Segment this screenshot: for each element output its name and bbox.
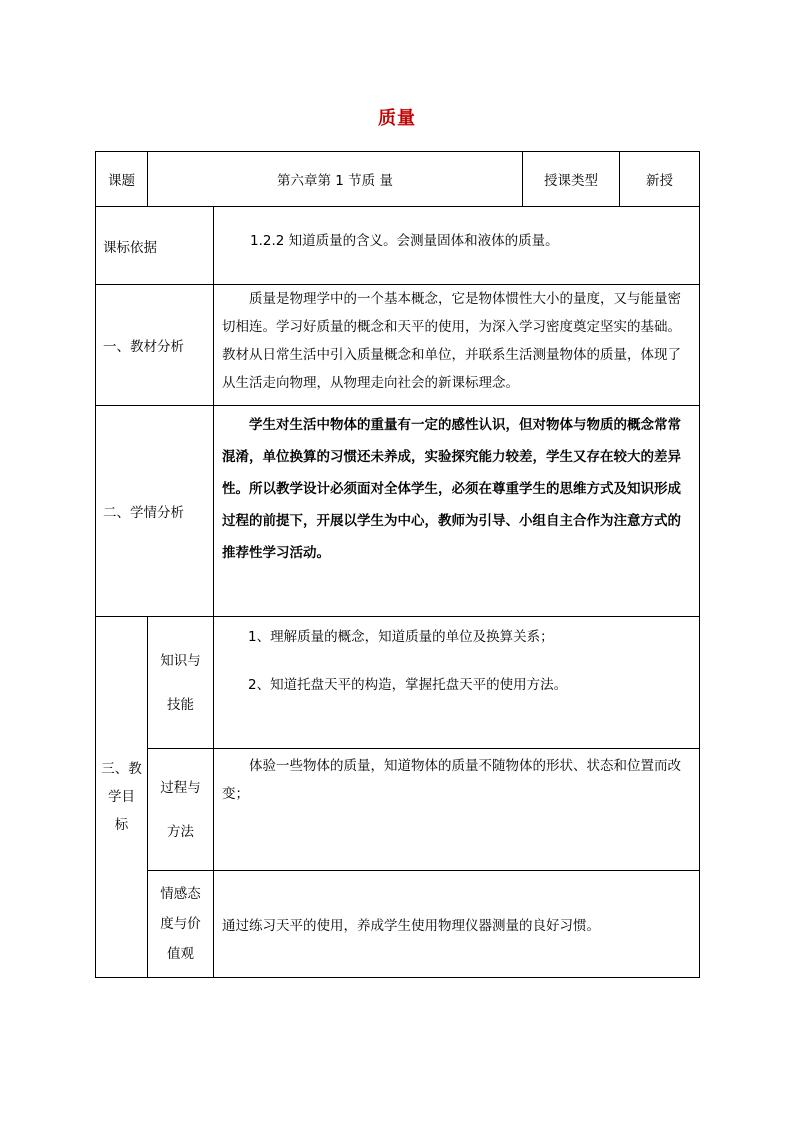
process-label-line2: 方法 [167,823,194,840]
header-row [96,152,700,207]
objectives-label [96,617,148,978]
emotion-text: 通过练习天平的使用，养成学生使用物理仪器测量的良好习惯。 [214,871,700,978]
objectives-label-line2: 学目 [108,789,135,805]
knowledge-label-line2: 技能 [167,696,194,713]
process-label [148,749,214,871]
emotion-row [96,871,700,978]
page-title: 质量 [378,108,416,129]
students-label: 二、学情分析 [96,406,214,617]
lesson-plan-table [95,151,700,978]
basis-label: 课标依据 [96,207,214,285]
textbook-text: 质量是物理学中的一个基本概念，它是物体惯性大小的量度，又与能量密切相连。学习好质量的概念和天平的使用，为深入学习密度奠定坚实的基础。教材从日常生活中引入质量概念和单位，并联系生活测量物体的质量，体现了从生活走向物理，从物理走向社会的新课标理念。 [214,285,700,406]
objectives-label-line1: 三、教 [101,761,142,777]
objectives-label-line3: 标 [114,817,129,833]
textbook-label: 一、教材分析 [96,285,214,406]
topic-value: 第六章第 1 节质 量 [148,152,523,207]
knowledge-item-1: 1、理解质量的概念，知道质量的单位及换算关系； [248,629,554,645]
knowledge-row [96,617,700,749]
knowledge-item-2: 2、知道托盘天平的构造，掌握托盘天平的使用方法。 [248,677,568,693]
knowledge-label-line1: 知识与 [160,652,201,669]
emotion-label-line3: 值观 [167,946,194,962]
type-value: 新授 [620,152,700,207]
emotion-label-line2: 度与价 [160,916,201,932]
type-label: 授课类型 [523,152,620,207]
knowledge-label [148,617,214,749]
students-text: 学生对生活中物体的重量有一定的感性认识，但对物体与物质的概念常常混淆，单位换算的习惯还未养成，实验探究能力较差，学生又存在较大的差异性。所以教学设计必须面对全体学生，必须在尊重学生的思维方式及知识形成过程的前提下，开展以学生为中心，教师为引导、小组自主合作为注意方式的推荐性学习活动。 [214,406,700,617]
process-label-line1: 过程与 [160,779,201,796]
emotion-label [148,871,214,978]
students-row [96,406,700,617]
process-text: 体验一些物体的质量，知道物体的质量不随物体的形状、状态和位置而改变； [214,749,700,871]
basis-text: 1.2.2 知道质量的含义。会测量固体和液体的质量。 [214,207,700,285]
textbook-row [96,285,700,406]
process-row [96,749,700,871]
knowledge-text [214,617,700,749]
basis-row [96,207,700,285]
topic-label: 课题 [96,152,148,207]
emotion-label-line1: 情感态 [160,886,201,902]
